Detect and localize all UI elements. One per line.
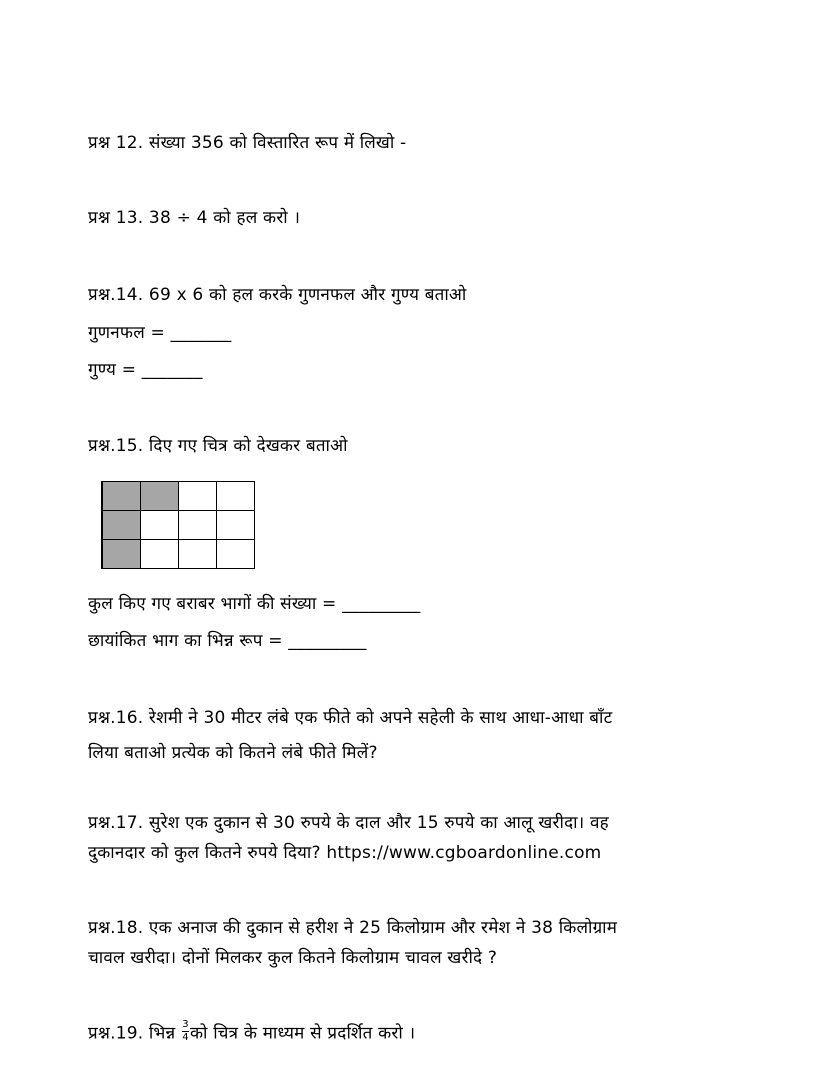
question-19-prefix: प्रश्न.19. भिन्न (88, 1023, 176, 1044)
grid-cell-blank (179, 511, 217, 540)
question-12: प्रश्न 12. संख्या 356 को विस्तारित रूप में लिखो - (88, 133, 407, 153)
grid-cell-shaded (141, 482, 179, 511)
grid-cell-blank (217, 511, 255, 540)
grid-cell-blank (179, 482, 217, 511)
shaded-fraction-answer-line: छायांकित भाग का भिन्न रूप = _________ (88, 631, 367, 651)
grid-cell-blank (179, 540, 217, 569)
question-18-line-2: चावल खरीदा। दोनों मिलकर कुल कितने किलोग्राम चावल खरीदे ? (88, 948, 498, 968)
total-parts-answer-line: कुल किए गए बराबर भागों की संख्या = _________ (88, 594, 421, 614)
grid-cell-shaded (103, 482, 141, 511)
question-17-line-1: प्रश्न.17. सुरेश एक दुकान से 30 रुपये के दाल और 15 रुपये का आलू खरीदा। वह (88, 813, 609, 833)
fraction-grid-figure (101, 481, 255, 569)
question-15: प्रश्न.15. दिए गए चित्र को देखकर बताओ (88, 436, 348, 456)
question-13: प्रश्न 13. 38 ÷ 4 को हल करो । (88, 208, 301, 228)
question-17-line-2: दुकानदार को कुल कितने रुपये दिया? https://www.cgboardonline.com (88, 843, 602, 863)
grid-cell-blank (217, 540, 255, 569)
question-18-line-1: प्रश्न.18. एक अनाज की दुकान से हरीश ने 25 किलोग्राम और रमेश ने 38 किलोग्राम (88, 918, 618, 938)
product-answer-line: गुणनफल = _______ (88, 323, 232, 343)
fraction-denominator: 4 (182, 1032, 189, 1043)
fraction-numerator: 3 (182, 1019, 189, 1030)
question-14: प्रश्न.14. 69 x 6 को हल करके गुणनफल और गुण्य बताओ (88, 285, 467, 305)
grid-cell-blank (217, 482, 255, 511)
grid-cell-shaded (103, 540, 141, 569)
multiplicand-answer-line: गुण्य = _______ (88, 360, 203, 380)
grid-cell-shaded (103, 511, 141, 540)
question-16-line-1: प्रश्न.16. रेशमी ने 30 मीटर लंबे एक फीते को अपने सहेली के साथ आधा-आधा बाँट (88, 708, 613, 728)
fraction-three-fourths (182, 1020, 189, 1043)
question-16-line-2: लिया बताओ प्रत्येक को कितने लंबे फीते मिलें? (88, 743, 378, 763)
grid-cell-blank (141, 540, 179, 569)
question-19-suffix: को चित्र के माध्यम से प्रदर्शित करो । (190, 1023, 416, 1044)
grid-cell-blank (141, 511, 179, 540)
question-19 (88, 1019, 416, 1045)
